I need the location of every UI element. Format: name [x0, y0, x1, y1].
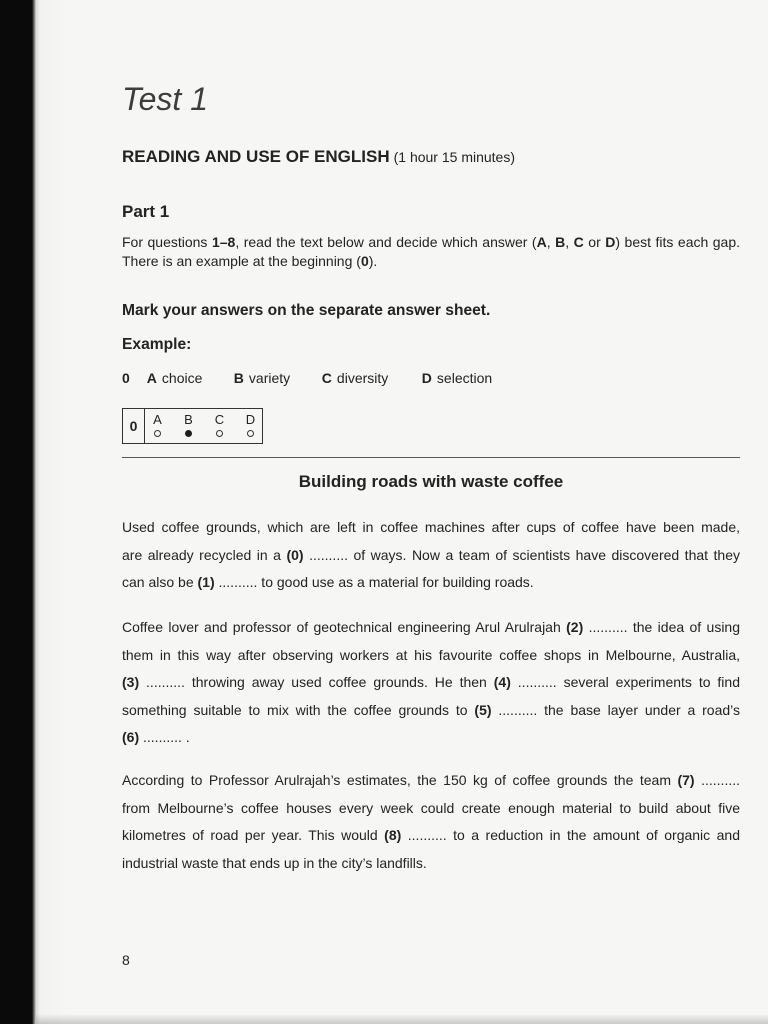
section-heading [122, 147, 515, 168]
text-run: ) best fits each gap. [615, 234, 741, 250]
text-run: .......... to a reduction in the amount of organic and [401, 827, 740, 843]
text-line [122, 822, 740, 850]
text-line [122, 669, 740, 697]
text-run: .......... the base layer under a road’s [491, 701, 740, 718]
text-run: kilometres of road per year. This would [122, 827, 385, 843]
gap-number: (0) [286, 546, 304, 563]
option-word: selection [436, 370, 493, 386]
gap-number: (6) [122, 729, 140, 745]
text-run: .......... to good use as a material for building roads. [214, 574, 534, 590]
answer-box-letter: D [245, 412, 256, 427]
gap-number: (7) [677, 772, 695, 788]
example-option-b [234, 369, 322, 388]
text-run: are already recycled in a [122, 546, 287, 563]
option-letter: C [321, 370, 332, 386]
instruction-emphasis: D [605, 234, 616, 250]
example-option-d [422, 369, 492, 388]
passage-paragraph-3 [122, 767, 740, 877]
text-line [122, 233, 740, 252]
text-run: .......... throwing away used coffee grounds. He then [139, 674, 494, 690]
answer-bubble [247, 430, 254, 437]
text-run: There is an example at the beginning ( [122, 253, 361, 269]
option-letter: A [146, 370, 157, 386]
answer-bubble [185, 430, 192, 437]
option-word: choice [161, 370, 203, 386]
answer-box-option-b [173, 409, 204, 443]
text-run: something suitable to mix with the coffee grounds to [122, 701, 475, 718]
test-title: Test 1 [122, 81, 208, 117]
example-question-number: 0 [122, 370, 130, 386]
text-run: Coffee lover and professor of geotechnical engineering Arul Arulrajah [122, 619, 567, 635]
text-run: ). [368, 253, 378, 269]
passage-title: Building roads with waste coffee [298, 472, 564, 491]
text-run: According to Professor Arulrajah’s estimates, the 150 kg of coffee grounds the team [122, 772, 678, 788]
text-run: Used coffee grounds, which are left in coffee machines after cups of coffee have been made, [122, 519, 740, 535]
text-run: .......... several experiments to find [510, 674, 740, 690]
text-run: from Melbourne’s coffee houses every week could create enough material to build about five [122, 799, 740, 816]
option-word: diversity [336, 370, 389, 386]
page-number: 8 [122, 952, 130, 968]
answer-bubble [154, 430, 161, 437]
text-line [122, 767, 740, 795]
text-run: .......... of ways. Now a team of scientists have discovered that they [303, 546, 740, 563]
example-option-c [322, 369, 422, 388]
example-options [122, 369, 492, 388]
text-run: .......... [694, 772, 740, 788]
answer-box-option-c [204, 409, 235, 443]
answer-box-number: 0 [123, 409, 145, 443]
answer-box-letter: A [153, 412, 162, 427]
passage-paragraph-1 [122, 514, 740, 597]
text-run: .......... the idea of using [583, 619, 741, 635]
text-run: , read the text below and decide which answer ( [235, 234, 537, 250]
horizontal-rule [122, 457, 740, 458]
answer-box-letter: B [184, 412, 193, 427]
instruction-emphasis: A [536, 234, 547, 250]
answer-box-option-d [235, 409, 266, 443]
text-run: For questions [122, 234, 212, 250]
text-line [122, 850, 740, 878]
instruction-emphasis: 1–8 [211, 234, 236, 250]
example-answer-box [122, 408, 263, 444]
gap-number: (1) [197, 574, 215, 590]
text-run: can also be [122, 574, 198, 590]
gap-number: (5) [474, 701, 492, 718]
text-run: , [546, 234, 556, 250]
section-name: READING AND USE OF ENGLISH [122, 147, 390, 166]
gap-number: (4) [493, 674, 511, 690]
gap-number: (8) [384, 827, 402, 843]
instruction-emphasis: B [555, 234, 566, 250]
text-line [122, 542, 740, 570]
text-line [122, 724, 740, 752]
gap-number: (2) [566, 619, 584, 635]
answer-box-options [142, 409, 266, 443]
text-run: or [583, 234, 606, 250]
text-line [122, 569, 740, 597]
instructions [122, 233, 740, 271]
option-word: variety [248, 370, 291, 386]
text-run: industrial waste that ends up in the city’s landfills. [122, 854, 427, 871]
example-label: Example: [122, 336, 192, 353]
text-line [122, 514, 740, 542]
text-line [122, 697, 740, 725]
instruction-emphasis: 0 [360, 253, 369, 269]
text-line [122, 614, 740, 642]
text-run: , [565, 234, 574, 250]
part-heading: Part 1 [122, 202, 170, 221]
scanner-edge [36, 1014, 768, 1024]
option-letter: B [233, 370, 244, 386]
text-run: them in this way after observing workers at his favourite coffee shops in Melbourne, Australia, [122, 646, 740, 663]
answer-bubble [216, 430, 223, 437]
passage-paragraph-2 [122, 614, 740, 752]
section-duration: (1 hour 15 minutes) [393, 149, 516, 165]
text-line [122, 642, 740, 670]
text-line [122, 795, 740, 823]
answer-sheet-note: Mark your answers on the separate answer sheet. [122, 302, 491, 319]
gap-number: (3) [122, 674, 140, 690]
example-option-a [147, 369, 234, 388]
answer-box-option-a [142, 409, 173, 443]
option-letter: D [421, 370, 432, 386]
instruction-emphasis: C [573, 234, 584, 250]
answer-box-letter: C [214, 412, 225, 427]
text-line [122, 252, 740, 271]
text-run: .......... . [139, 729, 190, 745]
